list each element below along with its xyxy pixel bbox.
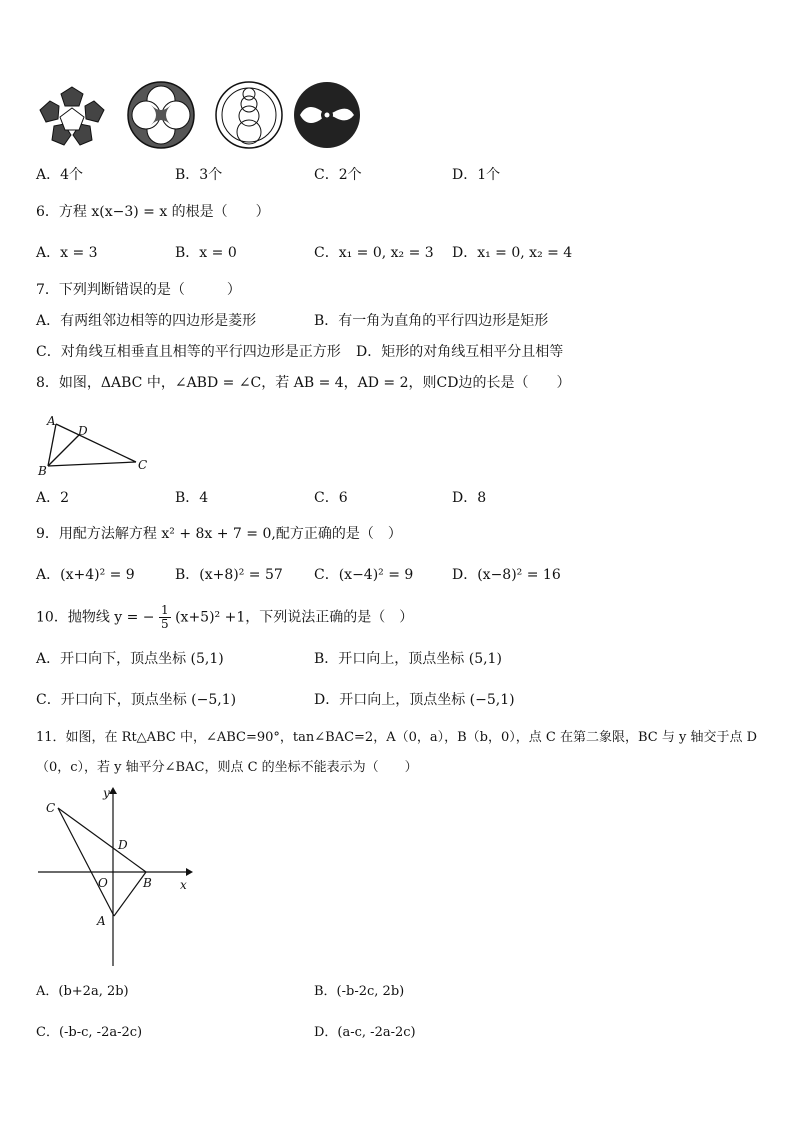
q7-option-d: D．矩形的对角线互相平分且相等 (356, 344, 564, 360)
q11-label-o: O (98, 876, 108, 890)
q10-option-d: D．开口向上，顶点坐标 (−5,1) (314, 692, 515, 708)
q11-option-b: B．(-b-2c, 2b) (314, 984, 405, 999)
q6-option-b: B．x = 0 (175, 245, 237, 261)
q9-option-b: B．(x+8)² = 57 (175, 567, 283, 583)
q11-option-d: D．(a-c, -2a-2c) (314, 1025, 416, 1040)
q5-option-a: A．4个 (36, 167, 84, 183)
q11-label-a: A (97, 914, 106, 928)
q9-option-d: D．(x−8)² = 16 (452, 567, 561, 583)
q11-stem-line2: （0，c），若 y 轴平分∠BAC，则点 C 的坐标不能表示为（ ） (36, 760, 418, 775)
q8-option-a: A．2 (36, 490, 70, 506)
q6-stem: 6．方程 x(x−3) = x 的根是（ ） (36, 204, 270, 220)
q7-option-a: A．有两组邻边相等的四边形是菱形 (36, 313, 257, 329)
q10-frac-den: 5 (161, 617, 169, 631)
q8-option-c: C．6 (314, 490, 348, 506)
q11-label-x: x (180, 878, 187, 892)
q11-option-c: C．(-b-c, -2a-2c) (36, 1025, 143, 1040)
nested-circles-icon (214, 80, 284, 150)
q6-option-d: D．x₁ = 0, x₂ = 4 (452, 245, 573, 261)
four-circles-icon (126, 80, 196, 150)
q7-option-c: C．对角线互相垂直且相等的平行四边形是正方形 (36, 344, 341, 360)
q11-coordinate-figure (36, 784, 196, 968)
q10-stem-suffix: (x+5)² +1，下列说法正确的是（ ） (175, 609, 414, 626)
q9-option-a: A．(x+4)² = 9 (36, 567, 135, 583)
q6-option-c: C．x₁ = 0, x₂ = 3 (314, 245, 434, 261)
q10-option-c: C．开口向下，顶点坐标 (−5,1) (36, 692, 237, 708)
yin-yang-icon (292, 80, 362, 150)
q10-option-a: A．开口向下，顶点坐标 (5,1) (36, 651, 224, 667)
q10-stem (36, 604, 413, 638)
q10-option-b: B．开口向上，顶点坐标 (5,1) (314, 651, 502, 667)
q11-option-a: A．(b+2a, 2b) (36, 984, 129, 999)
q10-stem-prefix: 10．抛物线 y = − (36, 609, 155, 626)
q5-option-c: C．2个 (314, 167, 362, 183)
q6-option-a: A．x = 3 (36, 245, 98, 261)
q10-frac-num: 1 (161, 603, 169, 617)
q9-stem: 9．用配方法解方程 x² + 8x + 7 = 0,配方正确的是（ ） (36, 526, 402, 542)
q7-stem: 7．下列判断错误的是（ ） (36, 282, 241, 298)
q11-label-y: y (103, 786, 110, 800)
q11-stem-line1: 11．如图，在 Rt△ABC 中，∠ABC=90°，tan∠BAC=2，A（0，a），B（b，0），点 C 在第二象限，BC 与 y 轴交于点 D (36, 730, 757, 745)
q7-option-b: B．有一角为直角的平行四边形是矩形 (314, 313, 549, 329)
pentagon-ring-icon (36, 84, 108, 148)
q5-option-d: D．1个 (452, 167, 501, 183)
q8-label-b: B (38, 464, 47, 478)
q5-option-b: B．3个 (175, 167, 223, 183)
q8-stem: 8．如图，ΔABC 中，∠ABD = ∠C，若 AB = 4，AD = 2，则CD边的长是（ ） (36, 375, 571, 391)
q8-label-d: D (78, 424, 88, 438)
q8-label-a: A (47, 414, 56, 428)
q11-label-b: B (143, 876, 152, 890)
q8-option-b: B．4 (175, 490, 209, 506)
q9-option-c: C．(x−4)² = 9 (314, 567, 414, 583)
q8-label-c: C (138, 458, 148, 472)
q8-option-d: D．8 (452, 490, 487, 506)
q10-fraction (159, 604, 171, 631)
q11-label-c: C (46, 801, 56, 815)
q11-label-d: D (118, 838, 128, 852)
